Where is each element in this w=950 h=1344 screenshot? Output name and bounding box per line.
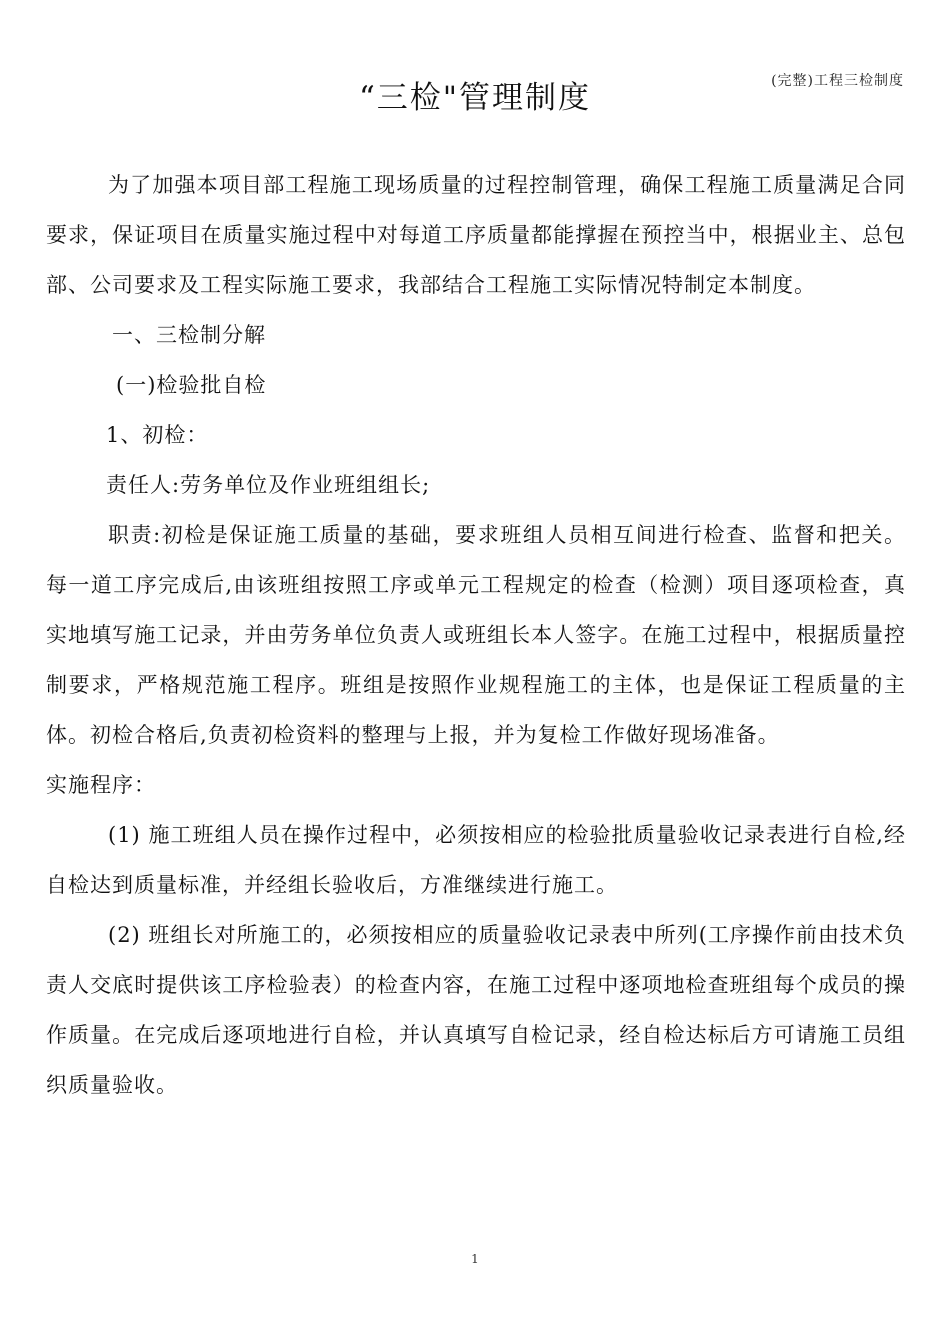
duty-paragraph: 职责:初检是保证施工质量的基础，要求班组人员相互间进行检查、监督和把关。每一道工序完成后,由该班组按照工序或单元工程规定的检查（检测）项目逐项检查，真实地填写施工记录，并由劳务单位负责人或班组长本人签字。在施工过程中，根据质量控制要求，严格规范施工程序。班组是按照作业规程施工的主体，也是保证工程质量的主体。初检合格后,负责初检资料的整理与上报，并为复检工作做好现场准备。 <box>46 523 906 747</box>
page-number: 1 <box>471 1252 479 1266</box>
section-heading: 一、三检制分解 <box>112 323 266 347</box>
document-title: “三检"管理制度 <box>358 80 592 116</box>
subsection-heading: (一)检验批自检 <box>116 373 267 397</box>
procedure-step-1: (1) 施工班组人员在操作过程中，必须按相应的检验批质量验收记录表进行自检,经自检达到质量标准，并经组长验收后，方准继续进行施工。 <box>46 823 906 897</box>
procedure-step-2: (2) 班组长对所施工的，必须按相应的质量验收记录表中所列(工序操作前由技术负责人交底时提供该工序检验表）的检查内容，在施工过程中逐项地检查班组每个成员的操作质量。在完成后逐项地进行自检，并认真填写自检记录，经自检达标后方可请施工员组织质量验收。 <box>46 923 906 1097</box>
responsible-line: 责任人:劳务单位及作业班组组长; <box>106 473 431 497</box>
document-body <box>46 160 906 1110</box>
intro-paragraph: 为了加强本项目部工程施工现场质量的过程控制管理，确保工程施工质量满足合同要求，保证项目在质量实施过程中对每道工序质量都能撑握在预控当中，根据业主、总包部、公司要求及工程实际施工要求，我部结合工程施工实际情况特制定本制度。 <box>46 173 906 297</box>
header-note: (完整)工程三检制度 <box>771 73 904 89</box>
procedure-label: 实施程序： <box>46 773 156 797</box>
item-heading: 1、初检： <box>106 423 209 447</box>
